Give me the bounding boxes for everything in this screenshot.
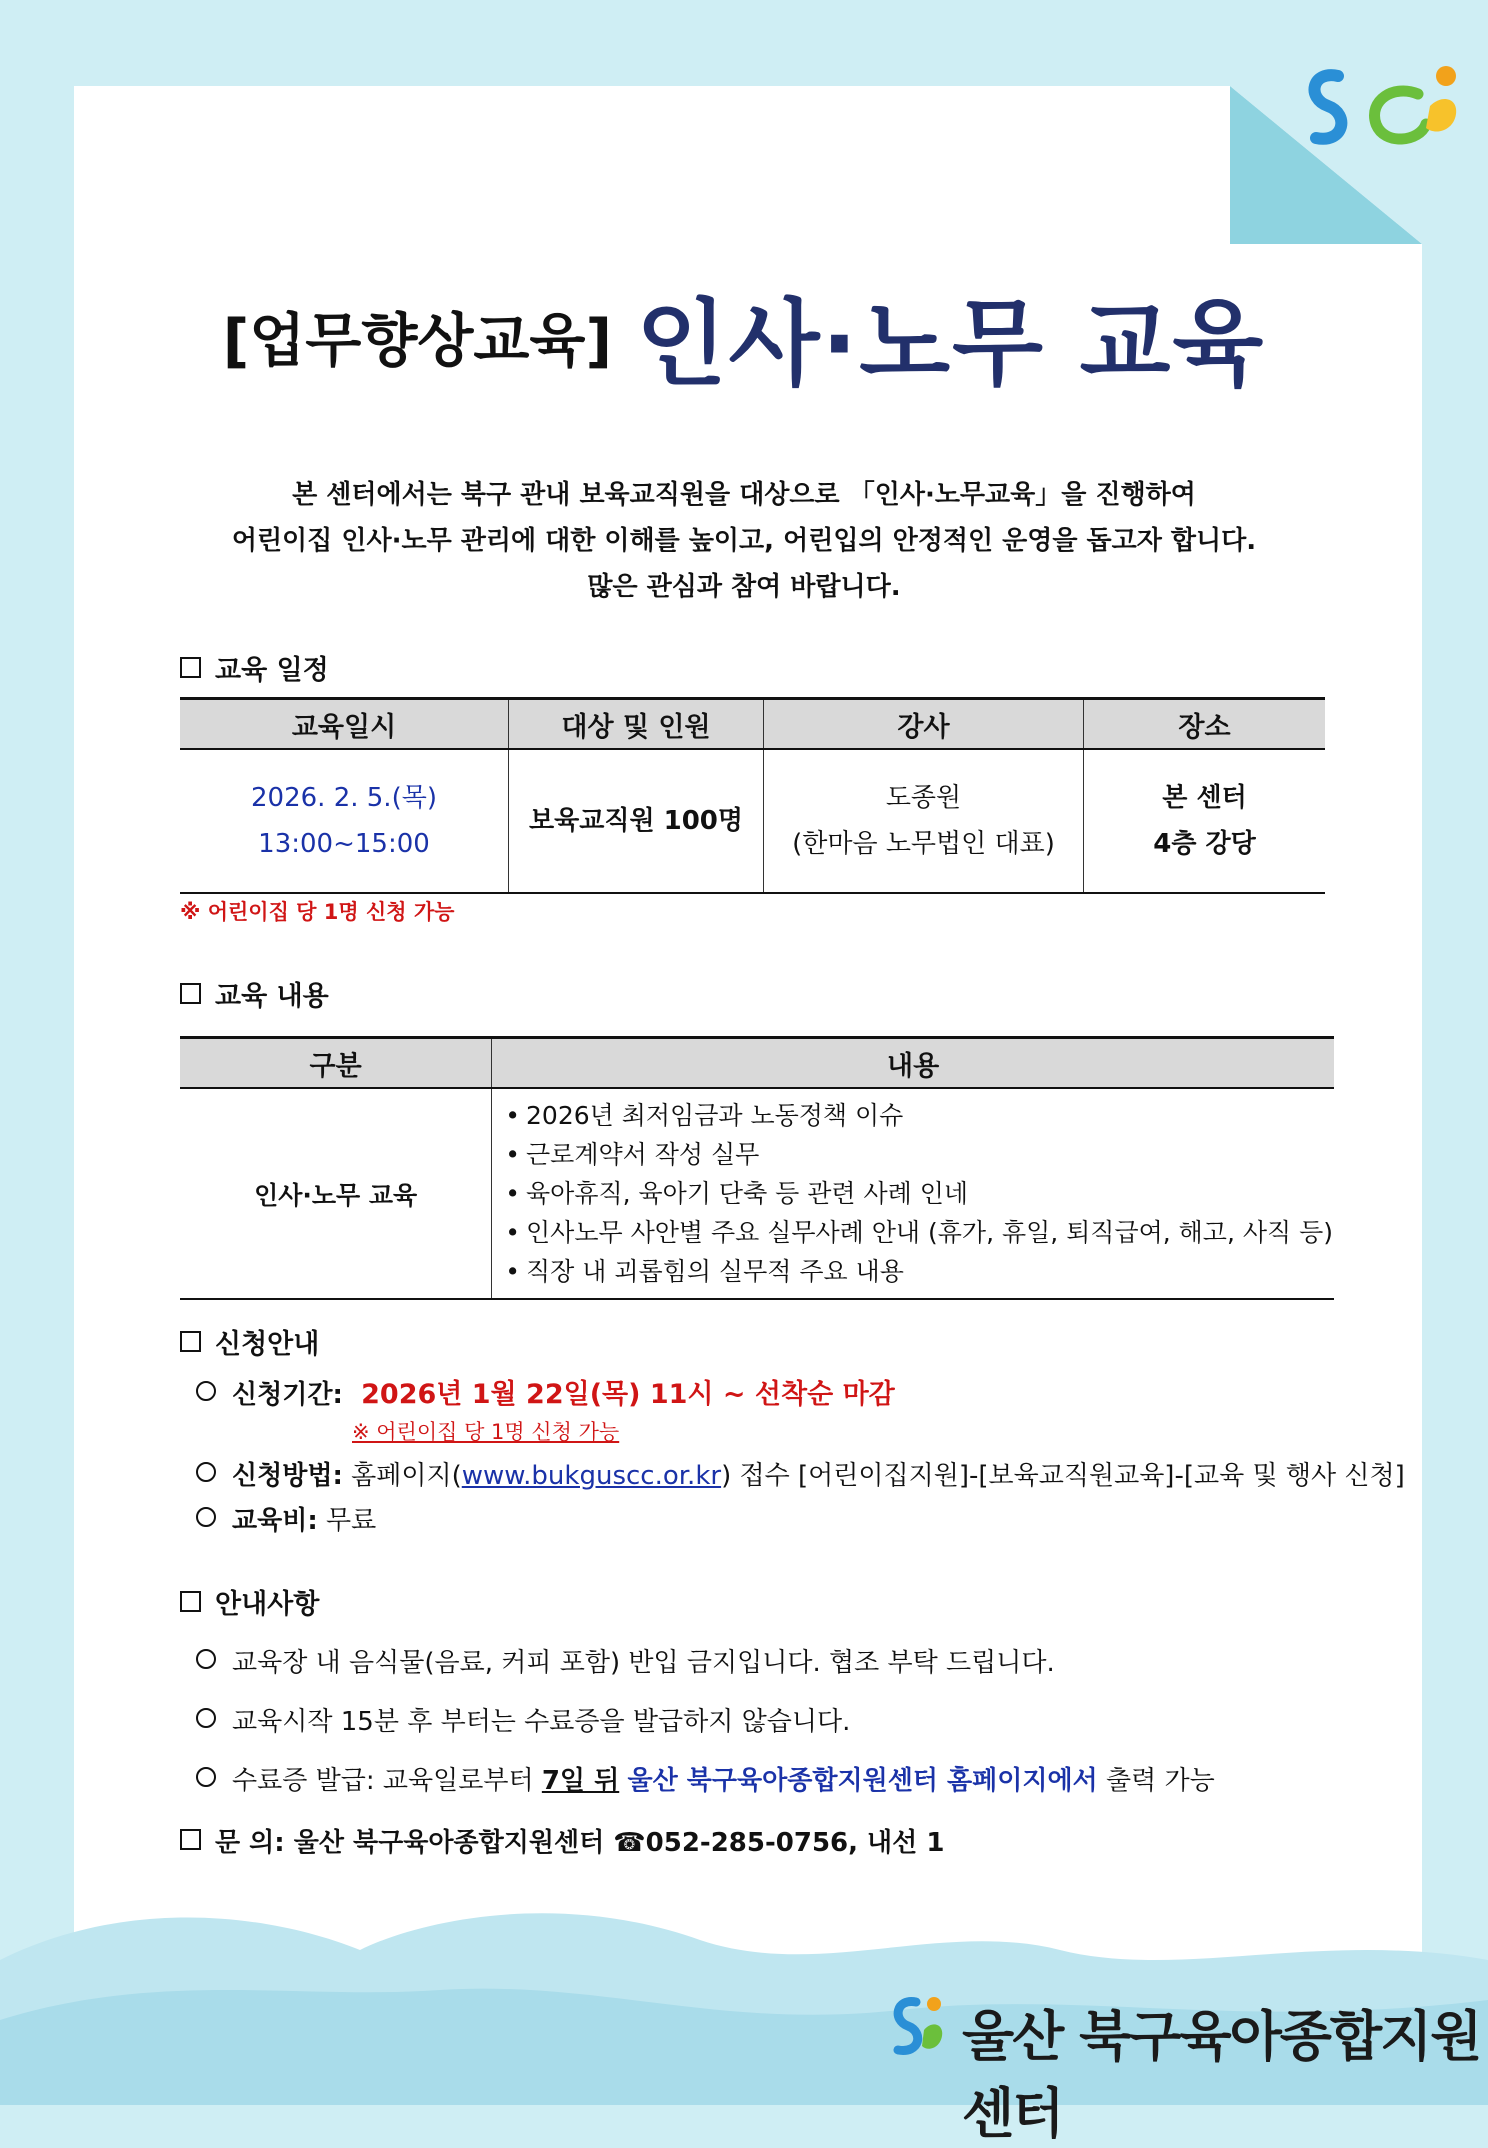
title-tag: [업무향상교육] [222, 306, 612, 375]
application-period-value: 2026년 1월 22일(목) 11시 ~ 선착순 마감 [361, 1379, 895, 1410]
notices-heading: 안내사항 [180, 1582, 319, 1621]
schedule-target: 보육교직원 100명 [509, 749, 764, 893]
application-period-note: ※ 어린이집 당 1명 신청 가능 [352, 1420, 620, 1444]
column-header: 구분 [180, 1038, 492, 1089]
schedule-table [180, 697, 1325, 894]
checkbox-square-icon [180, 1331, 201, 1352]
list-item: • 직장 내 괴롭힘의 실무적 주요 내용 [505, 1252, 1333, 1291]
intro-text [0, 472, 1488, 610]
checkbox-square-icon [180, 1829, 201, 1850]
schedule-place: 본 센터 4층 강당 [1084, 749, 1326, 893]
page-title [0, 268, 1488, 403]
notice-item: 교육시작 15분 후 부터는 수료증을 발급하지 않습니다. [196, 1701, 850, 1738]
footer-logo-icon [886, 1990, 946, 2070]
notice-item: 수료증 발급: 교육일로부터 7일 뒤 울산 북구육아종합지원센터 홈페이지에서 출력 가능 [196, 1760, 1215, 1797]
checkbox-square-icon [180, 1591, 201, 1612]
center-logo-icon [1298, 54, 1466, 154]
circle-bullet-icon [196, 1507, 216, 1527]
column-header: 대상 및 인원 [509, 699, 764, 750]
inquiry-line: 문 의: 울산 북구육아종합지원센터 ☎052-285-0756, 내선 1 [180, 1822, 944, 1859]
content-heading: 교육 내용 [180, 974, 329, 1013]
list-item: • 근로계약서 작성 실무 [505, 1135, 1333, 1174]
notice-item: 교육장 내 음식물(음료, 커피 포함) 반입 금지입니다. 협조 부탁 드립니다. [196, 1642, 1055, 1679]
intro-line: 어린이집 인사·노무 관리에 대한 이해를 높이고, 어린입의 안정적인 운영을 돕고자 합니다. [231, 526, 1257, 556]
application-heading: 신청안내 [180, 1322, 319, 1361]
schedule-note: ※ 어린이집 당 1명 신청 가능 [180, 900, 455, 924]
intro-line: 본 센터에서는 북구 관내 보육교직원을 대상으로 「인사·노무교육」을 진행하여 [292, 480, 1196, 510]
column-header: 교육일시 [180, 699, 509, 750]
intro-line: 많은 관심과 참여 바랍니다. [587, 572, 901, 602]
column-header: 강사 [764, 699, 1084, 750]
table-row [180, 749, 1325, 893]
list-item: • 2026년 최저임금과 노동정책 이슈 [505, 1096, 1333, 1135]
list-item: • 인사노무 사안별 주요 실무사례 안내 (휴가, 휴일, 퇴직급여, 해고, 사직 등) [505, 1213, 1333, 1252]
circle-bullet-icon [196, 1462, 216, 1482]
content-items [492, 1088, 1334, 1299]
circle-bullet-icon [196, 1649, 216, 1669]
homepage-link[interactable]: www.bukguscc.or.kr [461, 1461, 722, 1491]
column-header: 내용 [492, 1038, 1334, 1089]
title-main: 인사·노무 교육 [635, 290, 1266, 399]
application-method: 신청방법: 홈페이지(www.bukguscc.or.kr) 접수 [어린이집지원]-[보육교직원교육]-[교육 및 행사 신청] [196, 1455, 1405, 1492]
table-row [180, 1088, 1334, 1299]
content-table [180, 1036, 1334, 1300]
application-period: 신청기간: 2026년 1월 22일(목) 11시 ~ 선착순 마감 [196, 1372, 895, 1411]
checkbox-square-icon [180, 657, 201, 678]
circle-bullet-icon [196, 1381, 216, 1401]
checkbox-square-icon [180, 983, 201, 1004]
content-category: 인사·노무 교육 [180, 1088, 492, 1299]
circle-bullet-icon [196, 1767, 216, 1787]
schedule-lecturer: 도종원 (한마음 노무법인 대표) [764, 749, 1084, 893]
schedule-datetime: 2026. 2. 5.(목) 13:00~15:00 [180, 749, 509, 893]
circle-bullet-icon [196, 1708, 216, 1728]
application-fee: 교육비: 무료 [196, 1500, 376, 1537]
list-item: • 육아휴직, 육아기 단축 등 관련 사례 인네 [505, 1174, 1333, 1213]
schedule-heading: 교육 일정 [180, 648, 329, 687]
footer-org-name: 울산 북구육아종합지원센터 [962, 2005, 1481, 2145]
column-header: 장소 [1084, 699, 1326, 750]
